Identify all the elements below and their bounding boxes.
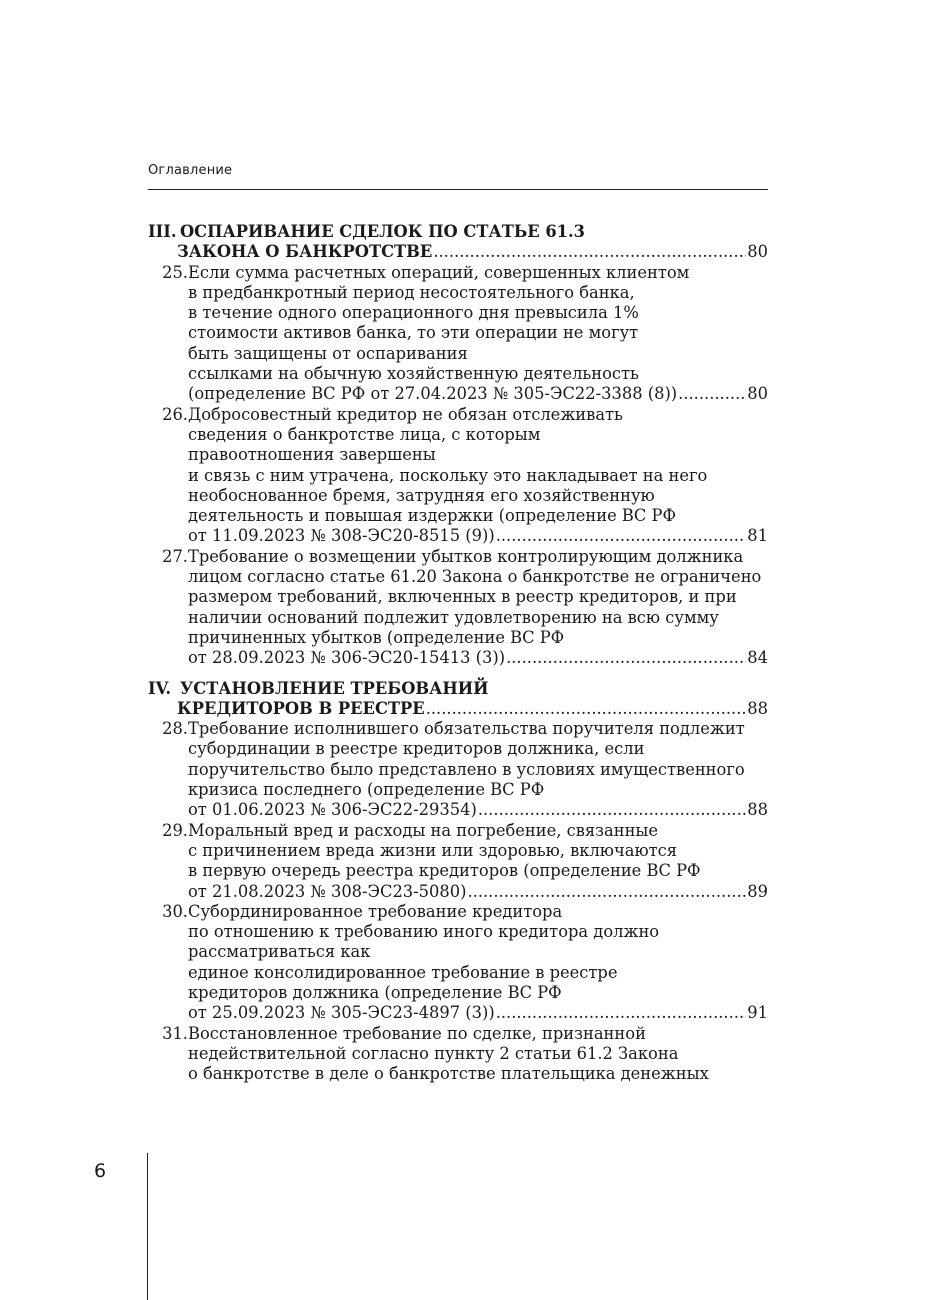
entry-citation: от 11.09.2023 № 308-ЭС20-8515 (9)) xyxy=(188,526,495,546)
entry-number: 30. xyxy=(162,901,188,921)
entry-citation: (определение ВС РФ от 27.04.2023 № 305-ЭС22-3388 (8)) xyxy=(188,384,678,404)
section-title-leader xyxy=(148,242,768,262)
entry-page: 80 xyxy=(747,384,768,404)
entry-line: кредиторов должника (определение ВС РФ xyxy=(188,982,562,1002)
entry-citation: от 21.08.2023 № 308-ЭС23-5080) xyxy=(188,881,467,901)
entry-text xyxy=(188,719,768,820)
entry-text xyxy=(188,263,768,405)
entry-line: кризиса последнего (определение ВС РФ xyxy=(188,780,545,800)
section-page: 80 xyxy=(747,242,768,262)
section-title-leader xyxy=(148,699,768,719)
toc-section xyxy=(148,679,768,1085)
section-heading-line xyxy=(148,679,768,699)
entry-line: Добросовестный кредитор не обязан отслеживать xyxy=(188,404,623,424)
entry-number: 29. xyxy=(162,820,188,840)
entry-page: 81 xyxy=(747,526,768,546)
entry-line: Моральный вред и расходы на погребение, связанные xyxy=(188,820,659,840)
dot-leader xyxy=(426,699,747,719)
toc-entry[interactable] xyxy=(148,263,768,405)
section-title-line1: ОСПАРИВАНИЕ СДЕЛОК ПО СТАТЬЕ 61.3 xyxy=(180,222,586,241)
toc-entry[interactable] xyxy=(148,1024,768,1085)
entry-number: 26. xyxy=(162,404,188,424)
section-page: 88 xyxy=(747,698,768,718)
entry-line: Субординированное требование кредитора xyxy=(188,901,563,921)
dot-leader xyxy=(506,648,746,668)
dot-leader xyxy=(678,384,746,404)
toc-entry[interactable] xyxy=(148,902,768,1024)
running-header: Оглавление xyxy=(148,163,233,178)
entry-last-line xyxy=(188,882,768,902)
entry-last-line xyxy=(188,384,768,404)
toc-entry[interactable] xyxy=(148,547,768,669)
entry-line: поручительство было представлено в условиях имущественного xyxy=(188,759,745,779)
entry-number: 28. xyxy=(162,719,188,739)
entry-line: стоимости активов банка, то эти операции не могут xyxy=(188,323,639,343)
entry-number: 27. xyxy=(162,546,188,566)
entry-citation: от 01.06.2023 № 306-ЭС22-29354) xyxy=(188,800,477,820)
entry-line: по отношению к требованию иного кредитора должно xyxy=(188,922,660,942)
entry-text xyxy=(188,1024,768,1085)
section-title-line2: КРЕДИТОРОВ В РЕЕСТРЕ xyxy=(177,698,425,718)
entry-citation: от 25.09.2023 № 305-ЭС23-4897 (3)) xyxy=(188,1003,495,1023)
entry-last-line xyxy=(188,648,768,668)
entry-line: наличии оснований подлежит удовлетворению на всю сумму xyxy=(188,607,719,627)
entry-line: рассматриваться как xyxy=(188,942,371,962)
entry-citation: от 28.09.2023 № 306-ЭС20-15413 (3)) xyxy=(188,648,506,668)
section-number: III. xyxy=(148,222,177,241)
entry-line: причиненных убытков (определение ВС РФ xyxy=(188,627,565,647)
entry-line: размером требований, включенных в реестр кредиторов, и при xyxy=(188,587,737,607)
table-of-contents xyxy=(148,222,768,1084)
entry-line: в течение одного операционного дня превысила 1% xyxy=(188,303,639,323)
header-rule xyxy=(148,189,768,190)
entry-line: недействительной согласно пункту 2 статьи 61.2 Закона xyxy=(188,1043,679,1063)
entry-line: в первую очередь реестра кредиторов (определение ВС РФ xyxy=(188,861,701,881)
entry-line: Требование о возмещении убытков контролирующим должника xyxy=(188,546,744,566)
section-title-line2: ЗАКОНА О БАНКРОТСТВЕ xyxy=(177,242,433,262)
entry-text xyxy=(188,902,768,1024)
entry-line: субординации в реестре кредиторов должника, если xyxy=(188,739,645,759)
dot-leader xyxy=(478,800,746,820)
page-number: 6 xyxy=(94,1160,107,1182)
entry-last-line xyxy=(188,526,768,546)
entry-line: сведения о банкротстве лица, с которым xyxy=(188,424,541,444)
section-title-line1: УСТАНОВЛЕНИЕ ТРЕБОВАНИЙ xyxy=(180,678,489,698)
entry-page: 88 xyxy=(747,800,768,820)
entry-line: Требование исполнившего обязательства поручителя подлежит xyxy=(188,719,745,739)
entry-last-line xyxy=(188,1003,768,1023)
entry-line: ссылками на обычную хозяйственную деятельность xyxy=(188,364,639,384)
entry-line: и связь с ним утрачена, поскольку это накладывает на него xyxy=(188,465,708,485)
entry-text xyxy=(188,547,768,669)
entry-last-line xyxy=(188,800,768,820)
entry-line: лицом согласно статье 61.20 Закона о банкротстве не ограничено xyxy=(188,567,762,587)
entry-line: правоотношения завершены xyxy=(188,445,436,465)
entry-number: 25. xyxy=(162,262,188,282)
section-heading[interactable] xyxy=(148,679,768,720)
dot-leader xyxy=(433,242,746,262)
entry-page: 84 xyxy=(747,648,768,668)
section-number: IV. xyxy=(148,678,172,698)
entry-page: 89 xyxy=(747,881,768,901)
entry-line: необоснованное бремя, затрудняя его хозяйственную xyxy=(188,485,655,505)
entry-number: 31. xyxy=(162,1023,188,1043)
entry-line: деятельность и повышая издержки (определение ВС РФ xyxy=(188,506,676,526)
section-heading-line xyxy=(148,222,768,242)
toc-entry[interactable] xyxy=(148,405,768,547)
entry-line: единое консолидированное требование в реестре xyxy=(188,962,618,982)
entry-line: о банкротстве в деле о банкротстве плательщика денежных xyxy=(188,1064,709,1084)
margin-rule xyxy=(147,1153,148,1300)
entry-line: Восстановленное требование по сделке, признанной xyxy=(188,1023,646,1043)
toc-entry[interactable] xyxy=(148,719,768,820)
toc-entry[interactable] xyxy=(148,821,768,902)
dot-leader xyxy=(496,1003,747,1023)
entry-line: Если сумма расчетных операций, совершенных клиентом xyxy=(188,262,690,282)
dot-leader xyxy=(467,882,746,902)
entry-text xyxy=(188,405,768,547)
entry-text xyxy=(188,821,768,902)
entry-line: в предбанкротный период несостоятельного банка, xyxy=(188,282,635,302)
entry-line: быть защищены от оспаривания xyxy=(188,343,468,363)
toc-section xyxy=(148,222,768,669)
entry-page: 91 xyxy=(747,1003,768,1023)
entry-line: с причинением вреда жизни или здоровью, включаются xyxy=(188,840,678,860)
section-heading[interactable] xyxy=(148,222,768,263)
dot-leader xyxy=(496,526,747,546)
